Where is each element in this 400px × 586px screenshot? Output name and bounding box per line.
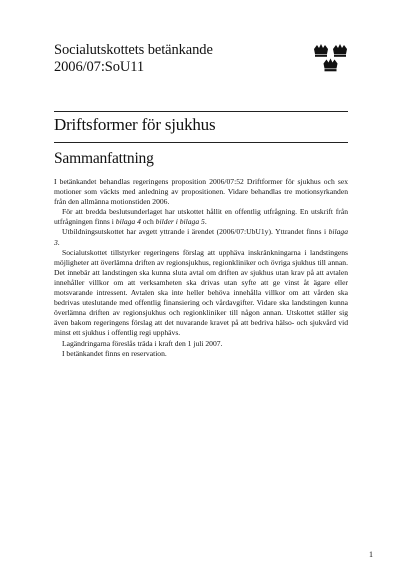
three-crowns-icon [313,43,349,73]
summary-body [54,177,348,359]
paragraph-4: Socialutskottet tillstyrker regeringens förslag att upphäva inskränkningarna i landstingens möjligheter att överlämna driften av regionsjukhus, regionkliniker och övriga sjukhus till annan. Det innebär att landstingen ska kunna sluta avtal om driften av sjukhus utan krav på att avtalen innehåller villkor om att verksamheten ska drivas utan syfte att ge vinst åt ägare eller motsvarande intressent. Avtalen ska inte heller behöva innehålla villkor om att vården ska bedrivas uteslutande med offentlig finansiering och vårdavgifter. Vidare ska landstingen kunna överlämna driften av regionsjukhus och regionkliniker till någon annan. Utskottet ställer sig även bakom regeringens förslag att det nuvarande kravet på att bedriva hälso- och sjukvård vid minst ett sjukhus i offentlig regi upphävs. [54,247,348,338]
title-top-rule [54,111,348,112]
report-number: 2006/07:SoU11 [54,59,145,75]
paragraph-6: I betänkandet finns en reservation. [62,348,167,358]
committee-header [54,42,213,76]
paragraph-3: Utbildningsutskottet har avgett yttrande i ärendet (2006/07:UbU1y). Yttrandet finns i bilaga 3. [54,227,348,247]
title-bottom-rule [54,142,348,143]
paragraph-1: I betänkandet behandlas regeringens proposition 2006/07:52 Driftformer för sjukhus och sex motioner som väckts med anledning av propositionen. Vidare behandlas tre motionsyrkanden från den allmänna motionstiden 2006. [54,177,348,207]
committee-name: Socialutskottets betänkande [54,42,213,58]
page-number: 1 [369,550,373,559]
appendix-3-link: bilaga 3 [54,227,348,247]
paragraph-5: Lagändringarna föreslås träda i kraft den 1 juli 2007. [62,338,223,348]
paragraph-2: För att bredda beslutsunderlaget har utskottet hållit en offentlig utfrågning. En utskrift från utfrågningen finns i bilaga 4 och bilder i bilaga 5. [54,207,348,227]
section-heading: Sammanfattning [54,150,154,167]
appendix-4-link: bilaga 4 [115,217,141,227]
document-title: Driftsformer för sjukhus [54,115,216,134]
appendix-5-link: bilder i bilaga 5 [155,217,205,227]
